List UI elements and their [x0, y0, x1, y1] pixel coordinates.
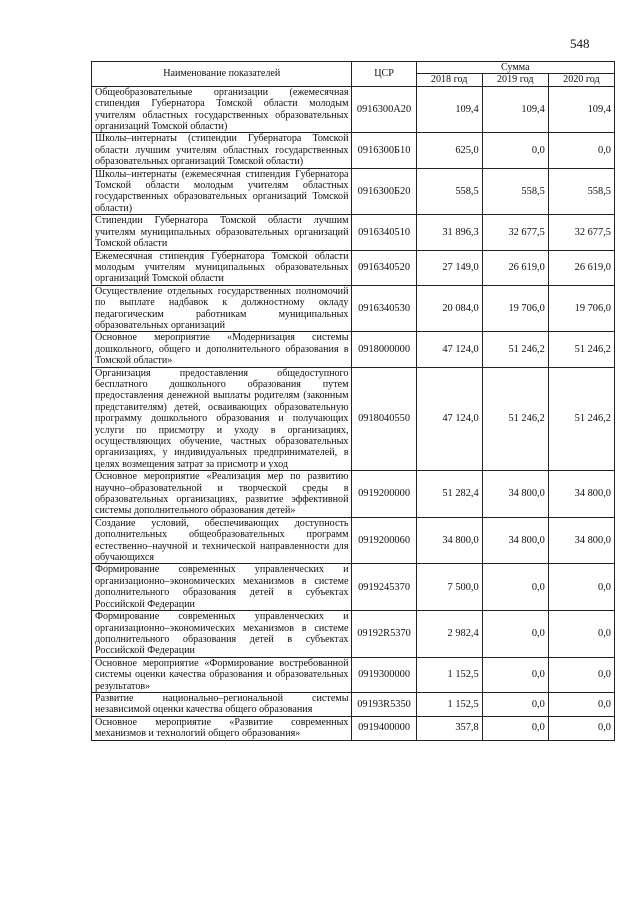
- row-value-2019: 34 800,0: [482, 471, 548, 518]
- row-value-2018: 20 084,0: [416, 285, 482, 332]
- row-csr-cell: 0916300Б10: [352, 133, 416, 168]
- row-csr-cell: 0916300А20: [352, 86, 416, 133]
- row-name-cell: Основное мероприятие «Развитие современных механизмов и технологий общего образования»: [92, 716, 352, 740]
- row-csr-cell: 0916340510: [352, 215, 416, 250]
- header-name: Наименование показателей: [92, 62, 352, 87]
- row-value-2019: 0,0: [482, 716, 548, 740]
- row-value-2018: 27 149,0: [416, 250, 482, 285]
- table-row: [92, 86, 615, 133]
- row-value-2019: 19 706,0: [482, 285, 548, 332]
- table-row: [92, 367, 615, 471]
- table-row: [92, 168, 615, 215]
- row-csr-cell: 0919400000: [352, 716, 416, 740]
- row-value-2020: 0,0: [548, 611, 614, 658]
- row-name-cell: Ежемесячная стипендия Губернатора Томской области молодым учителям муниципальных образовательных организаций Томской области: [92, 250, 352, 285]
- header-year-2019: 2019 год: [482, 74, 548, 86]
- row-value-2019: 0,0: [482, 692, 548, 716]
- row-name-cell: Осуществление отдельных государственных полномочий по выплате надбавок к должностному окладу педагогическим работникам муниципальных образовательных организаций: [92, 285, 352, 332]
- row-value-2018: 51 282,4: [416, 471, 482, 518]
- table-row: [92, 133, 615, 168]
- row-value-2018: 1 152,5: [416, 692, 482, 716]
- row-value-2020: 34 800,0: [548, 471, 614, 518]
- table-row: [92, 215, 615, 250]
- row-csr-cell: 0918000000: [352, 332, 416, 367]
- row-csr-cell: 0916340530: [352, 285, 416, 332]
- row-value-2018: 625,0: [416, 133, 482, 168]
- row-name-cell: Основное мероприятие «Реализация мер по развитию научно–образовательной и творческой среды в образовательных организациях, развитие эффективной системы дополнительного образования детей»: [92, 471, 352, 518]
- table-row: [92, 564, 615, 611]
- row-name-cell: Создание условий, обеспечивающих доступность дополнительных общеобразовательных программ естественно–научной и технической направленности для обучающихся: [92, 517, 352, 564]
- row-name-cell: Организация предоставления общедоступного бесплатного дошкольного образования путем предоставления денежной выплаты родителям (законным представителям) детей, осваивающих образовательную программу дошкольного образования и получающих услуги по присмотру и уходу в организациях, осуществляющих обучение, частных образовательных организациях, у индивидуальных предпринимателей, в целях возмещения затрат за присмотр и уход: [92, 367, 352, 471]
- row-value-2019: 0,0: [482, 133, 548, 168]
- header-row: [92, 62, 615, 74]
- header-year-2018: 2018 год: [416, 74, 482, 86]
- row-value-2018: 47 124,0: [416, 332, 482, 367]
- row-value-2020: 109,4: [548, 86, 614, 133]
- row-name-cell: Школы–интернаты (ежемесячная стипендия Губернатора Томской области молодым учителям областных государственных образовательных организаций Томской области): [92, 168, 352, 215]
- row-csr-cell: 0916300Б20: [352, 168, 416, 215]
- row-csr-cell: 0918040550: [352, 367, 416, 471]
- row-value-2019: 34 800,0: [482, 517, 548, 564]
- row-value-2020: 26 619,0: [548, 250, 614, 285]
- table-row: [92, 611, 615, 658]
- row-csr-cell: 0919245370: [352, 564, 416, 611]
- row-name-cell: Общеобразовательные организации (ежемесячная стипендия Губернатора Томской области молодым учителям областных государственных образовательных организаций Томской области): [92, 86, 352, 133]
- row-value-2018: 558,5: [416, 168, 482, 215]
- table-row: [92, 692, 615, 716]
- row-value-2020: 32 677,5: [548, 215, 614, 250]
- table-row: [92, 250, 615, 285]
- row-value-2018: 7 500,0: [416, 564, 482, 611]
- row-value-2020: 51 246,2: [548, 367, 614, 471]
- row-name-cell: Основное мероприятие «Модернизация системы дошкольного, общего и дополнительного образования в Томской области»: [92, 332, 352, 367]
- page-number: 548: [570, 36, 590, 51]
- row-value-2020: 0,0: [548, 692, 614, 716]
- row-csr-cell: 09192R5370: [352, 611, 416, 658]
- row-value-2018: 357,8: [416, 716, 482, 740]
- row-name-cell: Развитие национально–региональной системы независимой оценки качества общего образования: [92, 692, 352, 716]
- row-value-2018: 47 124,0: [416, 367, 482, 471]
- row-value-2019: 0,0: [482, 611, 548, 658]
- row-value-2018: 34 800,0: [416, 517, 482, 564]
- table-row: [92, 285, 615, 332]
- row-value-2020: 0,0: [548, 657, 614, 692]
- row-value-2019: 26 619,0: [482, 250, 548, 285]
- row-value-2018: 31 896,3: [416, 215, 482, 250]
- row-value-2019: 51 246,2: [482, 367, 548, 471]
- row-value-2020: 0,0: [548, 564, 614, 611]
- header-year-2020: 2020 год: [548, 74, 614, 86]
- row-name-cell: Основное мероприятие «Формирование востребованной системы оценки качества образования и образовательных результатов»: [92, 657, 352, 692]
- row-value-2020: 34 800,0: [548, 517, 614, 564]
- table-row: [92, 332, 615, 367]
- row-value-2019: 0,0: [482, 657, 548, 692]
- row-value-2020: 0,0: [548, 716, 614, 740]
- row-name-cell: Школы–интернаты (стипендии Губернатора Томской области лучшим учителям областных государственных образовательных организаций Томской области): [92, 133, 352, 168]
- row-csr-cell: 0919300000: [352, 657, 416, 692]
- table-row: [92, 517, 615, 564]
- budget-table: [91, 61, 615, 741]
- row-csr-cell: 0919200000: [352, 471, 416, 518]
- table-body: [92, 86, 615, 740]
- row-value-2020: 0,0: [548, 133, 614, 168]
- row-csr-cell: 09193R5350: [352, 692, 416, 716]
- table-row: [92, 471, 615, 518]
- row-value-2019: 558,5: [482, 168, 548, 215]
- row-name-cell: Стипендии Губернатора Томской области лучшим учителям муниципальных образовательных организаций Томской области: [92, 215, 352, 250]
- row-value-2019: 0,0: [482, 564, 548, 611]
- row-value-2020: 558,5: [548, 168, 614, 215]
- row-value-2020: 19 706,0: [548, 285, 614, 332]
- header-csr: ЦСР: [352, 62, 416, 87]
- row-value-2018: 2 982,4: [416, 611, 482, 658]
- row-value-2018: 109,4: [416, 86, 482, 133]
- row-value-2019: 51 246,2: [482, 332, 548, 367]
- row-value-2019: 109,4: [482, 86, 548, 133]
- row-value-2019: 32 677,5: [482, 215, 548, 250]
- row-csr-cell: 0916340520: [352, 250, 416, 285]
- table-row: [92, 716, 615, 740]
- row-name-cell: Формирование современных управленческих и организационно–экономических механизмов в системе дополнительного образования детей в субъектах Российской Федерации: [92, 564, 352, 611]
- row-csr-cell: 0919200060: [352, 517, 416, 564]
- table-row: [92, 657, 615, 692]
- header-sum: Сумма: [416, 62, 614, 74]
- row-value-2020: 51 246,2: [548, 332, 614, 367]
- row-name-cell: Формирование современных управленческих и организационно–экономических механизмов в системе дополнительного образования детей в субъектах Российской Федерации: [92, 611, 352, 658]
- row-value-2018: 1 152,5: [416, 657, 482, 692]
